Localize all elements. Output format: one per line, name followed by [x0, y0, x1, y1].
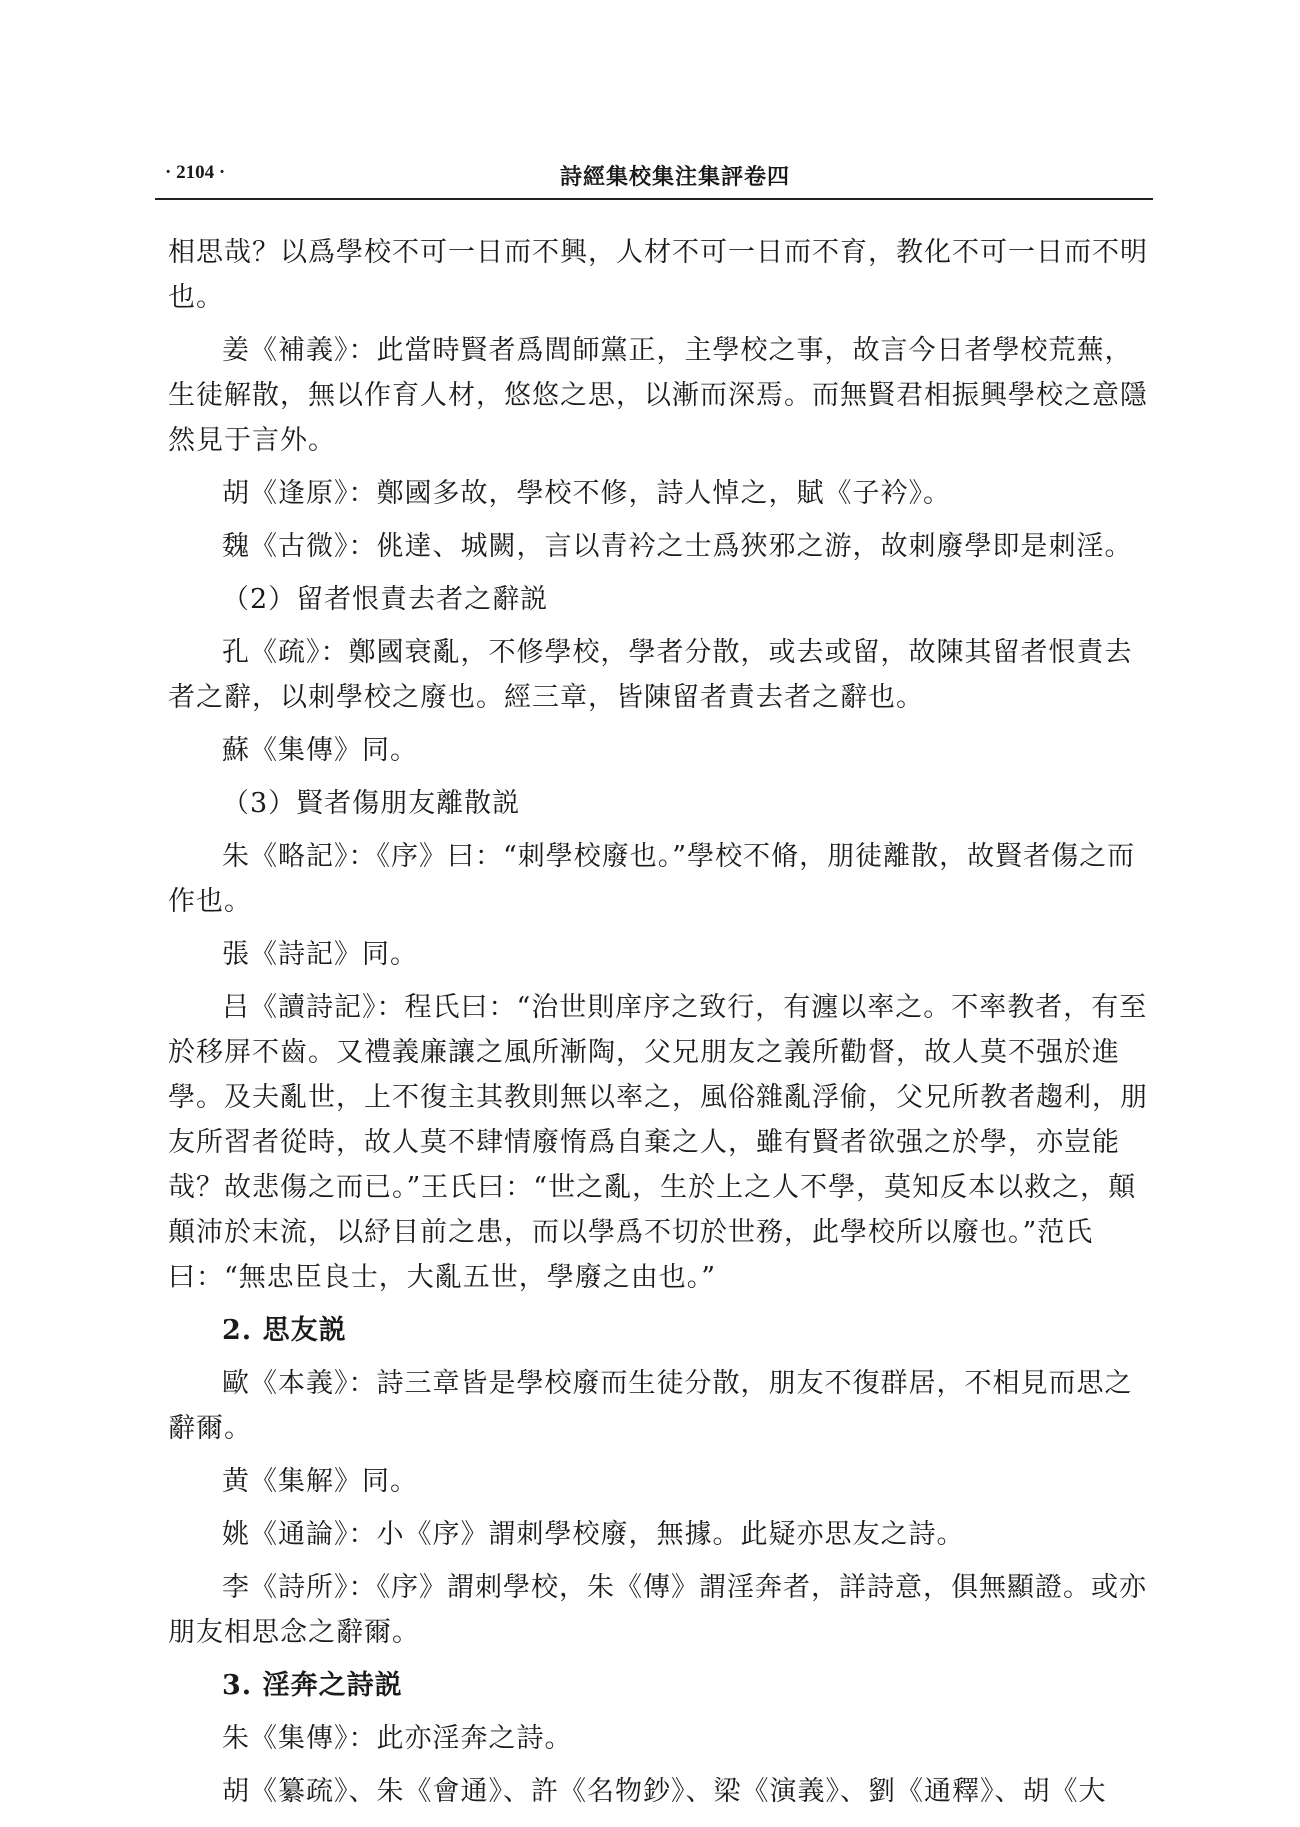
paragraph: 歐《本義》：詩三章皆是學校廢而生徒分散，朋友不復群居，不相見而思之辭爾。: [168, 1368, 1133, 1444]
paragraph: 朱《略記》：《序》曰：“刺學校廢也。”學校不脩，朋徒離散，故賢者傷之而作也。: [168, 841, 1136, 917]
paragraph: 魏《古微》：佻達、城闕，言以青衿之士爲狹邪之游，故刺廢學即是刺淫。: [222, 531, 1133, 562]
paragraph: 胡《纂疏》、朱《會通》、許《名物鈔》、梁《演義》、劉《通釋》、胡《大: [222, 1776, 1107, 1807]
paragraph: 姜《補義》：此當時賢者爲閭師黨正，主學校之事，故言今日者學校荒蕪，生徒解散，無以作育人材，悠悠之思，以漸而深焉。而無賢君相振興學校之意隱然見于言外。: [168, 335, 1148, 456]
paragraph: 相思哉？以爲學校不可一日而不興，人材不可一日而不育，教化不可一日而不明也。: [168, 237, 1148, 313]
running-title: 詩經集校集注集評卷四: [560, 164, 791, 190]
page-header: [165, 158, 1145, 192]
paragraph: 孔《疏》：鄭國衰亂，不修學校，學者分散，或去或留，故陳其留者恨責去者之辭，以刺學校之廢也。經三章，皆陳留者責去者之辭也。: [168, 637, 1133, 713]
section-heading: （3）賢者傷朋友離散説: [222, 788, 521, 819]
paragraph: 姚《通論》：小《序》謂刺學校廢，無據。此疑亦思友之詩。: [222, 1519, 965, 1550]
paragraph: 李《詩所》：《序》謂刺學校，朱《傳》謂淫奔者，詳詩意，俱無顯證。或亦朋友相思念之辭爾。: [168, 1572, 1147, 1648]
paragraph: 胡《逢原》：鄭國多故，學校不修，詩人悼之，賦《子衿》。: [222, 478, 951, 509]
section-heading: 3. 淫奔之詩説: [222, 1670, 403, 1701]
page-number: · 2104 ·: [165, 162, 226, 183]
paragraph: 朱《集傳》：此亦淫奔之詩。: [222, 1723, 573, 1754]
paragraph: 吕《讀詩記》：程氏曰：“治世則庠序之致行，有瀍以率之。不率教者，有至於移屏不齒。又禮義廉讓之風所漸陶，父兄朋友之義所勸督，故人莫不强於進學。及夫亂世，上不復主其教則無以率之，風俗雜亂浮偷，父兄所教者趨利，朋友所習者從時，故人莫不肆情廢惰爲自棄之人，雖有賢者欲强之於學，亦豈能哉？故悲傷之而已。”王氏曰：“世之亂，生於上之人不學，莫知反本以救之，顛顛沛於末流，以紓目前之患，而以學爲不切於世務，此學校所以廢也。”范氏曰：“無忠臣良士，大亂五世，學廢之由也。”: [168, 992, 1148, 1293]
paragraph: 張《詩記》同。: [222, 939, 418, 970]
body-text: [168, 230, 1153, 1822]
section-heading: （2）留者恨責去者之辭説: [222, 584, 549, 615]
header-rule: [155, 198, 1153, 200]
paragraph: 黄《集解》同。: [222, 1466, 418, 1497]
paragraph: 蘇《集傳》同。: [222, 735, 418, 766]
section-heading: 2. 思友説: [222, 1315, 347, 1346]
